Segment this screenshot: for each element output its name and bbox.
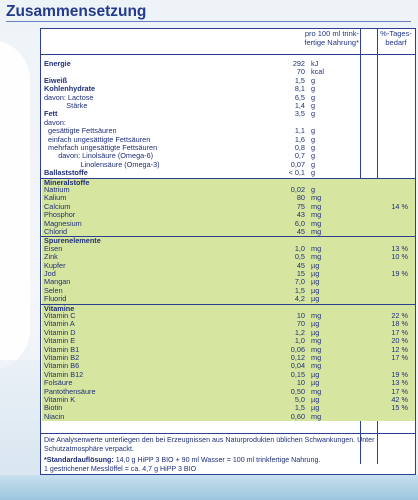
nutrient-unit: g: [311, 134, 316, 144]
nutrient-unit: mg: [311, 252, 322, 262]
nutrient-unit: g: [311, 101, 316, 110]
nutrient-value: 10: [296, 378, 305, 388]
decorative-swoosh: [0, 40, 30, 370]
nutrient-unit: g: [311, 84, 316, 94]
nutrient-row: [41, 253, 415, 261]
nutrient-label: Spurenelemente: [44, 236, 101, 246]
nutrient-label: Magnesium: [44, 218, 82, 228]
nutrient-label: Folsäure: [44, 378, 73, 388]
nutrient-row: [41, 329, 415, 337]
nutrient-label: Phosphor: [44, 210, 76, 220]
nutrient-row: [41, 320, 415, 328]
daily-value-pct: 17 %: [391, 386, 408, 396]
nutrient-row: [41, 60, 415, 68]
nutrient-unit: g: [311, 109, 316, 119]
column-header-daily-pct: %-Tages- bedarf: [380, 29, 412, 47]
nutrient-value: 292: [292, 59, 305, 68]
nutrient-label: Vitamin K: [44, 395, 76, 404]
nutrient-label: mehrfach ungesättigte Fettsäuren: [44, 143, 158, 152]
nutrition-table: [40, 28, 416, 475]
nutrient-unit: µg: [311, 319, 320, 329]
nutrient-unit: µg: [311, 260, 320, 270]
footer-note: Die Analysenwerte unterliegen den bei Erzeugnissen aus Naturprodukten üblichen Schwankungen. Unter Schutzatmosphäre verpackt.: [44, 436, 375, 453]
nutrient-row: [41, 110, 415, 118]
nutrient-value: 0,60: [290, 411, 305, 421]
nutrient-value: 1,5: [294, 75, 305, 85]
nutrient-value: 80: [296, 193, 305, 203]
nutrient-label: Vitamin B6: [44, 361, 80, 371]
nutrient-row: [41, 404, 415, 412]
footer-standard: [44, 456, 412, 465]
nutrient-value: 1,2: [294, 327, 305, 337]
daily-value-pct: 13 %: [391, 243, 408, 253]
nutrient-label: gesättigte Fettsäuren: [44, 126, 117, 136]
nutrient-label: Niacin: [44, 411, 65, 421]
nutrient-row: [41, 270, 415, 278]
nutrient-label: Kalium: [44, 193, 67, 203]
nutrient-row: [41, 169, 415, 177]
nutrient-unit: g: [311, 159, 316, 169]
nutrient-unit: µg: [311, 277, 320, 287]
nutrient-row: [41, 127, 415, 135]
nutrient-row: [41, 161, 415, 169]
nutrient-label: Pantothensäure: [44, 386, 96, 396]
nutrient-unit: mg: [311, 311, 322, 320]
nutrient-row: [41, 362, 415, 370]
nutrient-row: [41, 371, 415, 379]
nutrient-row: [41, 379, 415, 387]
nutrient-value: 70: [296, 319, 305, 329]
nutrient-unit: mg: [311, 201, 322, 211]
daily-value-pct: 14 %: [391, 201, 408, 211]
daily-value-pct: 13 %: [391, 378, 408, 388]
nutrient-label: Vitamin C: [44, 311, 76, 320]
nutrient-row: [41, 203, 415, 211]
nutrient-row: [41, 413, 415, 421]
nutrient-row: [41, 186, 415, 194]
nutrient-unit: g: [311, 143, 316, 152]
daily-value-pct: 22 %: [391, 311, 408, 320]
nutrient-row: [41, 77, 415, 85]
nutrient-row: [41, 102, 415, 110]
nutrient-row: [41, 211, 415, 219]
nutrient-label: Kohlenhydrate: [44, 84, 96, 94]
nutrient-value: 15: [296, 269, 305, 278]
nutrient-label: Fluorid: [44, 294, 67, 304]
nutrient-row: [41, 295, 415, 303]
nutrient-row: [41, 220, 415, 228]
nutrient-row: [41, 354, 415, 362]
footer-standard-label: *Standardauflösung:: [44, 456, 114, 464]
nutrient-unit: mg: [311, 227, 322, 236]
nutrient-label: Mangan: [44, 277, 71, 287]
nutrient-label: Natrium: [44, 185, 70, 194]
nutrient-unit: mg: [311, 336, 322, 346]
nutrient-row: [41, 388, 415, 396]
nutrient-unit: kcal: [311, 67, 324, 77]
header-divider: [41, 54, 415, 55]
nutrient-value: 1,0: [294, 336, 305, 346]
nutrient-label: einfach ungesättigte Fettsäuren: [44, 134, 151, 144]
nutrient-row: [41, 346, 415, 354]
nutrient-label: Ballaststoffe: [44, 168, 88, 178]
nutrient-label: Chlorid: [44, 227, 68, 236]
nutrient-value: 1,1: [294, 126, 305, 136]
daily-value-pct: 17 %: [391, 353, 408, 362]
nutrient-value: 1,6: [294, 134, 305, 144]
nutrient-value: 0,15: [290, 369, 305, 379]
nutrient-label: Vitamin B1: [44, 344, 80, 354]
nutrient-value: 0,06: [290, 344, 305, 354]
nutrient-row: [41, 194, 415, 202]
daily-value-pct: 18 %: [391, 319, 408, 329]
nutrient-label: Fett: [44, 109, 58, 119]
nutrient-row: [41, 68, 415, 76]
nutrient-unit: mg: [311, 243, 322, 253]
nutrient-label: Mineralstoffe: [44, 177, 90, 187]
daily-value-pct: 15 %: [391, 403, 408, 413]
nutrient-value: 6,5: [294, 92, 305, 102]
nutrient-row: [41, 278, 415, 286]
nutrient-row: [41, 396, 415, 404]
nutrient-value: 0,50: [290, 386, 305, 396]
nutrient-value: 75: [296, 201, 305, 211]
nutrient-label: Vitamin D: [44, 327, 76, 337]
nutrient-unit: µg: [311, 294, 320, 304]
nutrient-label: davon:: [44, 117, 66, 127]
title-underline: [6, 21, 411, 22]
nutrient-label: davon: Lactose: [44, 92, 94, 102]
nutrient-value: 0,02: [290, 185, 305, 194]
nutrient-value: 0,8: [294, 143, 305, 152]
nutrient-unit: µg: [311, 395, 320, 404]
nutrient-row: [41, 312, 415, 320]
nutrient-label: Jod: [44, 269, 56, 278]
nutrient-row: [41, 262, 415, 270]
daily-value-pct: 19 %: [391, 369, 408, 379]
footer-standard-text: 14,0 g HiPP 3 BIO + 90 ml Wasser = 100 ml trinkfertige Nahrung.: [113, 456, 321, 464]
nutrient-value: 5,0: [294, 395, 305, 404]
nutrient-value: 70: [296, 67, 305, 77]
nutrient-value: 0,12: [290, 353, 305, 362]
nutrient-unit: µg: [311, 285, 320, 295]
nutrient-value: 7,0: [294, 277, 305, 287]
nutrient-value: 43: [296, 210, 305, 220]
nutrient-unit: µg: [311, 269, 320, 278]
nutrient-label: Vitamine: [44, 303, 75, 313]
nutrient-unit: mg: [311, 344, 322, 354]
nutrient-unit: mg: [311, 386, 322, 396]
nutrient-value: 4,2: [294, 294, 305, 304]
table-footer: [41, 433, 415, 476]
footer-scoop: 1 gestrichener Messlöffel = ca. 4,7 g HiPP 3 BIO: [44, 465, 197, 473]
nutrient-value: 0,04: [290, 361, 305, 371]
nutrient-value: 45: [296, 260, 305, 270]
nutrient-label: Stärke: [44, 101, 88, 110]
nutrient-label: Vitamin A: [44, 319, 75, 329]
nutrient-value: 0,07: [290, 159, 305, 169]
daily-value-pct: 10 %: [391, 252, 408, 262]
column-header-per100: pro 100 ml trink- fertige Nahrung*: [304, 29, 359, 47]
nutrient-label: Kupfer: [44, 260, 66, 270]
nutrient-label: Calcium: [44, 201, 71, 211]
nutrient-value: 1,5: [294, 285, 305, 295]
nutrient-label: Zink: [44, 252, 58, 262]
nutrient-unit: g: [311, 151, 316, 161]
daily-value-pct: 42 %: [391, 395, 408, 404]
nutrient-unit: g: [311, 185, 316, 194]
nutrient-unit: mg: [311, 218, 322, 228]
nutrient-unit: µg: [311, 403, 320, 413]
nutrient-unit: mg: [311, 210, 322, 220]
nutrient-label: Biotin: [44, 403, 63, 413]
nutrient-unit: mg: [311, 411, 322, 421]
nutrient-label: Vitamin B2: [44, 353, 80, 362]
nutrient-value: 10: [296, 311, 305, 320]
nutrient-value: 3,5: [294, 109, 305, 119]
nutrient-value: 0,5: [294, 252, 305, 262]
nutrient-label: Vitamin E: [44, 336, 76, 346]
nutrient-label: Vitamin B12: [44, 369, 84, 379]
nutrient-label: Linolensäure (Omega-3): [44, 159, 160, 169]
nutrient-unit: µg: [311, 369, 320, 379]
nutrient-unit: mg: [311, 353, 322, 362]
nutrient-value: 0,7: [294, 151, 305, 161]
nutrient-value: 6,0: [294, 218, 305, 228]
nutrient-row: [41, 245, 415, 253]
nutrient-unit: mg: [311, 361, 322, 371]
nutrient-unit: g: [311, 126, 316, 136]
nutrient-row: [41, 287, 415, 295]
nutrient-row: [41, 228, 415, 236]
nutrient-row: [41, 85, 415, 93]
nutrient-row: [41, 94, 415, 102]
nutrient-unit: kJ: [311, 59, 319, 68]
nutrient-unit: g: [311, 75, 316, 85]
nutrient-value: 8,1: [294, 84, 305, 94]
nutrient-unit: g: [311, 92, 316, 102]
nutrient-unit: µg: [311, 378, 320, 388]
daily-value-pct: 20 %: [391, 336, 408, 346]
nutrient-value: < 0,1: [288, 168, 305, 178]
nutrient-label: Selen: [44, 285, 63, 295]
bottom-band: [0, 475, 418, 500]
nutrient-label: davon: Linolsäure (Omega-6): [44, 151, 154, 161]
nutrient-unit: mg: [311, 193, 322, 203]
nutrient-unit: g: [311, 168, 316, 178]
page-title: Zusammensetzung: [6, 3, 147, 20]
nutrient-value: 45: [296, 227, 305, 236]
daily-value-pct: 17 %: [391, 327, 408, 337]
nutrient-value: 1,0: [294, 243, 305, 253]
nutrient-label: Eiweiß: [44, 75, 68, 85]
nutrient-unit: µg: [311, 327, 320, 337]
nutrient-row: [41, 337, 415, 345]
nutrient-value: 1,4: [294, 101, 305, 110]
nutrient-label: Energie: [44, 59, 71, 68]
nutrient-value: 1,5: [294, 403, 305, 413]
daily-value-pct: 12 %: [391, 344, 408, 354]
daily-value-pct: 19 %: [391, 269, 408, 278]
nutrient-label: Eisen: [44, 243, 63, 253]
